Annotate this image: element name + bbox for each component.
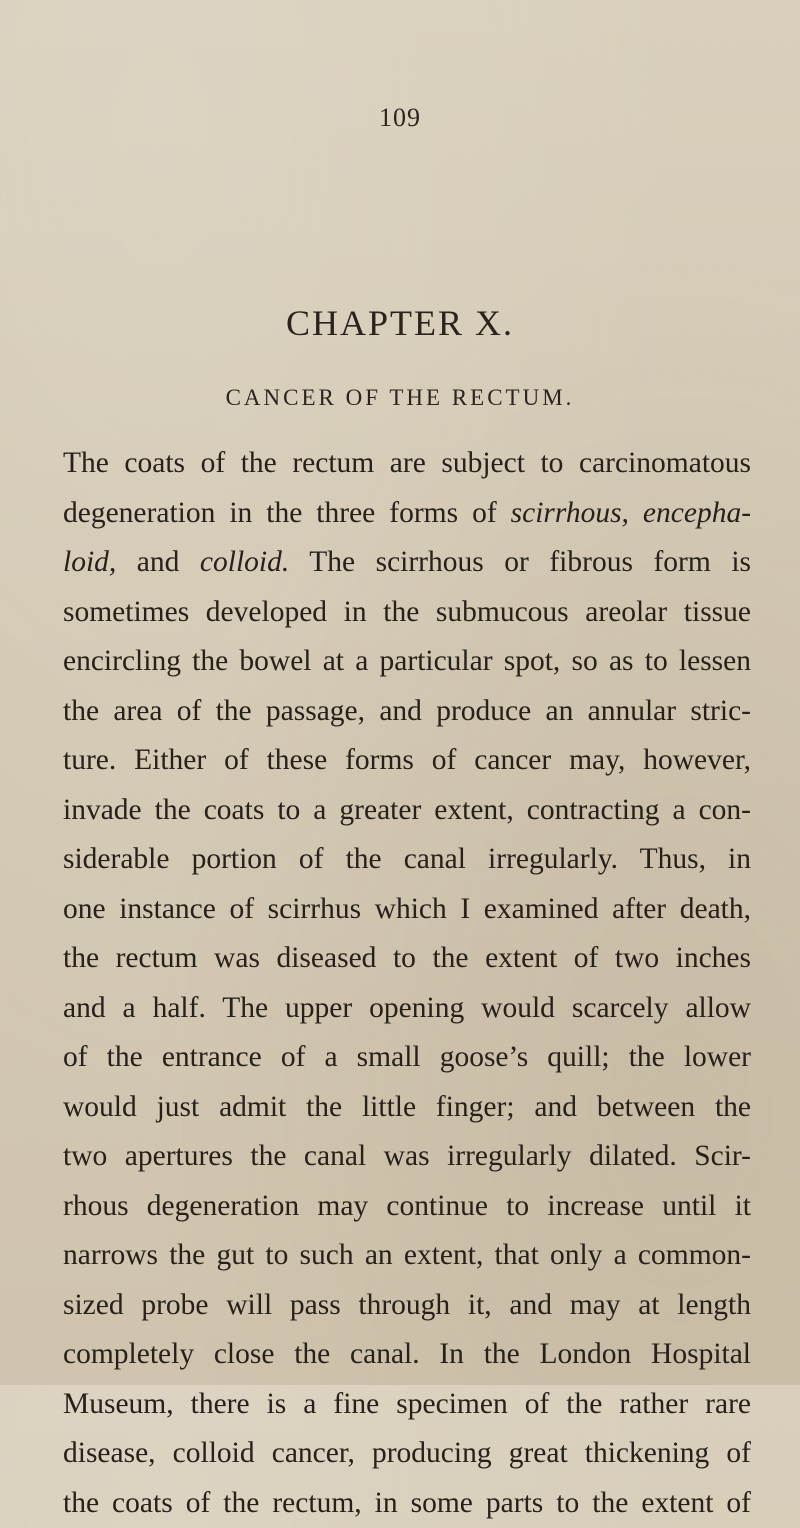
text-line: narrows the gut to such an extent, that only a common- (63, 1231, 751, 1281)
italic-term: colloid. (200, 546, 289, 578)
page-number: 109 (0, 103, 800, 133)
italic-term: encepha- (643, 497, 751, 529)
text-line: the coats of the rectum, in some parts to the extent of (63, 1479, 751, 1528)
text-line: ture. Either of these forms of cancer may, however, (63, 736, 751, 786)
text-line: of the entrance of a small goose’s quill; the lower (63, 1033, 751, 1083)
text-line: sized probe will pass through it, and may at length (63, 1281, 751, 1331)
text-line: would just admit the little finger; and between the (63, 1083, 751, 1133)
text-line: encircling the bowel at a particular spot, so as to lessen (63, 637, 751, 687)
text-line: sometimes developed in the submucous areolar tissue (63, 588, 751, 638)
text-line: siderable portion of the canal irregularly. Thus, in (63, 835, 751, 885)
text-line: The coats of the rectum are subject to carcinomatous (63, 439, 751, 489)
text-line: rhous degeneration may continue to increase until it (63, 1182, 751, 1232)
text-line: loid, and colloid. The scirrhous or fibrous form is (63, 538, 751, 588)
text-line: the rectum was diseased to the extent of two inches (63, 934, 751, 984)
text-line: the area of the passage, and produce an annular stric- (63, 687, 751, 737)
text-line: two apertures the canal was irregularly dilated. Scir- (63, 1132, 751, 1182)
text-line: completely close the canal. In the London Hospital (63, 1330, 751, 1380)
italic-term: loid, (63, 546, 116, 578)
text-line: and a half. The upper opening would scarcely allow (63, 984, 751, 1034)
text-line: disease, colloid cancer, producing great thickening of (63, 1429, 751, 1479)
text-line: one instance of scirrhus which I examined after death, (63, 885, 751, 935)
text-line: invade the coats to a greater extent, contracting a con- (63, 786, 751, 836)
text-line: Museum, there is a fine specimen of the rather rare (63, 1380, 751, 1430)
body-text (63, 439, 751, 1528)
chapter-title: CHAPTER X. (0, 302, 800, 344)
text-line: degeneration in the three forms of scirrhous, encepha- (63, 489, 751, 539)
section-title: CANCER OF THE RECTUM. (0, 385, 800, 411)
italic-term: scirrhous, (511, 497, 629, 529)
